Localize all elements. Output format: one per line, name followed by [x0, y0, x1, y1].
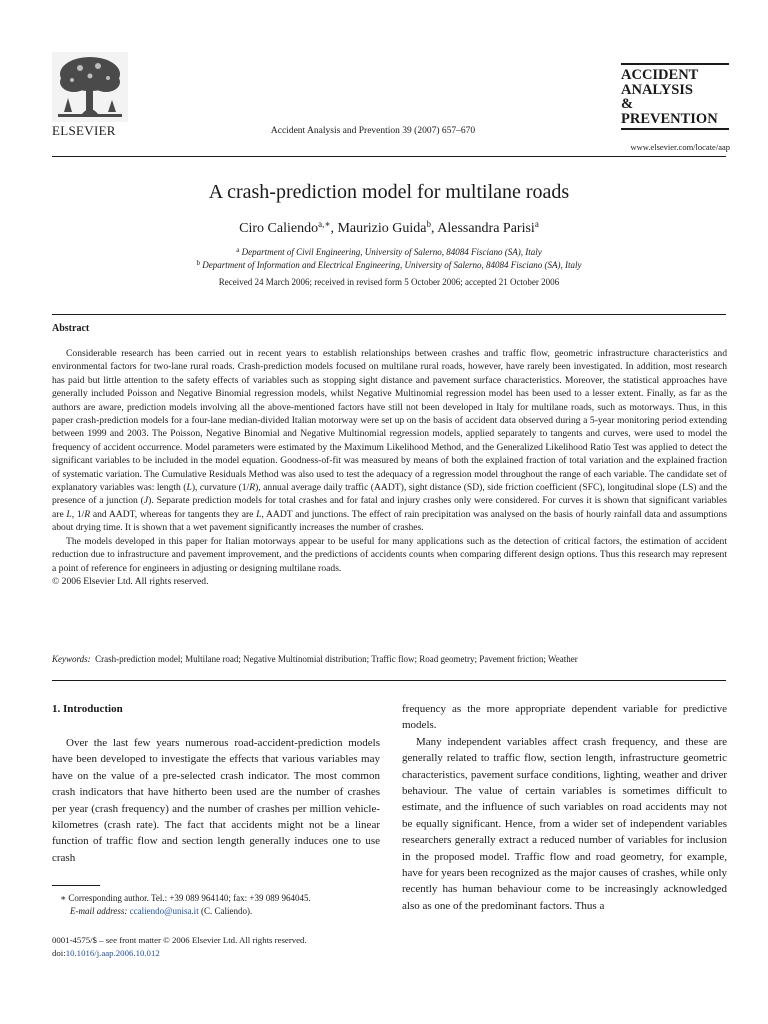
keywords-list: Crash-prediction model; Multilane road; Negative Multinomial distribution; Traffic flow; Road geometry; Pavement friction; Weather — [95, 654, 578, 664]
brand-line-4: PREVENTION — [621, 110, 718, 127]
variable: L — [256, 508, 262, 520]
keywords-rule — [52, 680, 726, 681]
variable: L — [186, 482, 192, 494]
abstract-paragraph — [52, 347, 727, 535]
affiliation — [52, 246, 726, 257]
brand-rule-top — [621, 63, 729, 65]
footnote — [52, 892, 380, 917]
brand-rule-bottom — [621, 128, 729, 130]
brand-line-1: ACCIDENT — [621, 67, 699, 83]
abstract-text: ), annual average daily traffic (AADT), sight distance (SD), side friction coefficient (SFC), longitudinal slope (LS) and the presence of a junction ( — [52, 482, 727, 507]
email-link[interactable]: ccaliendo@unisa.it — [129, 905, 199, 916]
journal-citation: Accident Analysis and Prevention 39 (2007) 657–670 — [270, 126, 476, 136]
abstract-body — [52, 347, 727, 588]
variable: L — [66, 508, 72, 520]
article-title: A crash-prediction model for multilane roads — [208, 181, 570, 203]
affiliation-sup: b — [196, 259, 201, 267]
right-column — [402, 701, 727, 914]
footnote-email-line — [52, 905, 380, 918]
email-label: E-mail address: — [70, 905, 128, 916]
abstract-text: , 1/ — [71, 508, 85, 520]
variable: J — [143, 495, 149, 507]
variable: R — [84, 508, 91, 520]
doi-line — [52, 947, 380, 960]
abstract-text: and AADT, whereas for tangents they are — [90, 508, 257, 520]
author-name: Alessandra Parisi — [437, 221, 535, 236]
author-name: Ciro Caliendo — [239, 221, 319, 236]
abstract-text: ). Separate prediction models for total crashes and for fatal and injury crashes only were considered. For curves it is shown that significant variables are — [52, 495, 727, 520]
affiliation-text: Department of Civil Engineering, University of Salerno, 84084 Fisciano (SA), Italy — [241, 247, 542, 257]
author-list: Ciro Caliendo$^{a,∗}$, Maurizio Guida$^b$, Alessandra Parisi$^a$ — [239, 219, 539, 236]
received-dates: Received 24 March 2006; received in revised form 5 October 2006; accepted 21 October 2006 — [218, 277, 560, 287]
keywords — [52, 654, 727, 664]
abstract-text: ), curvature (1/ — [191, 482, 250, 494]
body-paragraph: Over the last few years numerous road-accident-prediction models have been developed to investigate the effects that various variables may have on the value of a pre-selected crash indicator. The most common crash indicators that have hitherto been used are the number of crashes per year (crash frequency) and the number of crashes per million vehicle-kilometres (crash rate). The fact that accidents might not be a linear function of traffic flow and section length generally induces one to use crash — [52, 737, 380, 864]
footnote-marker: ∗ — [60, 893, 67, 903]
abstract-text: Considerable research has been carried out in recent years to establish relationships between crashes and traffic flow, geometric infrastructure characteristics and environmental factors for two-lane rural roads. Crash-prediction models focused on multilane rural roads, however, have rarely been investigated. In addition, most research has paid but little attention to the safety effects of variables such as stopping sight distance and pavement surface characteristics. Moreover, the statistical approaches have generally included Poisson and Negative Binomial regression models, whilst Negative Multinomial regression model has been used to a lesser extent. Finally, as far as the authors are aware, prediction models involving all the above-mentioned factors have still not been developed in Italy for multilane roads, such as motorways. Thus, in this paper crash-prediction models for a four-lane median-divided Italian motorway were set up on the basis of accident data observed during a 5-year monitoring period extending between 1999 and 2003. The Poisson, Negative Binomial and Negative Multinomial regression models, applied separately to tangents and curves, were used to model the frequency of accident occurrence. Model parameters were estimated by the Maximum Likelihood Method, and the Generalized Likelihood Ratio Test was applied to detect the significant variables to be included in the model equation. Goodness-of-fit was measured by means of both the explained fraction of total variation and the explained fraction of systematic variation. The Cumulative Residuals Method was also used to test the adequacy of a regression model throughout the range of each variable. The candidate set of explanatory variables was: length ( — [52, 348, 727, 494]
brand-line-2: ANALYSIS — [621, 81, 693, 98]
abstract-rule — [52, 314, 726, 315]
doi-prefix: doi: — [52, 947, 66, 958]
journal-url[interactable]: www.elsevier.com/locate/aap — [630, 142, 730, 152]
variable: R — [249, 482, 256, 494]
affiliation — [52, 259, 726, 270]
footnote-line — [52, 892, 380, 905]
doi-link[interactable]: 10.1016/j.aap.2006.10.012 — [65, 947, 160, 958]
elsevier-tree-logo — [52, 52, 128, 122]
keywords-label: Keywords: — [52, 654, 91, 664]
publisher-name: ELSEVIER — [52, 123, 116, 138]
section-heading: 1. Introduction — [52, 703, 123, 715]
footnote-rule — [52, 885, 100, 886]
author-sup[interactable]: a — [534, 219, 539, 229]
body-paragraph: Many independent variables affect crash frequency, and these are generally related to traffic flow, section length, infrastructure geometric characteristics, pavement surface conditions, lighting, weather and driver behaviour. The value of certain variables is sometimes difficult to estimate, and the influence of such variables on road accidents may not be equally significant. Hence, from a wider set of independent variables researchers generally extract a reduced number of variables for inclusion in the proposed model. Traffic flow and road geometry, for example, have for years been recognized as the major causes of crashes, while only recently has human behaviour come to be increasingly acknowledged also as one of the predominant factors. Thus a — [402, 735, 727, 912]
abstract-copyright: © 2006 Elsevier Ltd. All rights reserved. — [52, 575, 209, 587]
author-sup[interactable]: a,∗ — [318, 219, 331, 229]
author-sup[interactable]: b — [426, 219, 431, 229]
journal-brand — [621, 68, 731, 126]
left-column — [52, 735, 380, 866]
footnote-text: Corresponding author. Tel.: +39 089 964140; fax: +39 089 964045. — [68, 893, 311, 903]
affiliation-sup: a — [236, 246, 240, 254]
author-name: Maurizio Guida — [337, 221, 427, 236]
body-paragraph: frequency as the more appropriate dependent variable for predictive models. — [402, 703, 727, 732]
abstract-paragraph: The models developed in this paper for Italian motorways appear to be useful for many applications such as the detection of critical factors, the estimation of accident reduction due to infrastructure and pavement improvement, and the predictions of accidents counts when comparing different design options. Thus this research may represent a point of reference for engineers in adjusting or designing multilane roads. — [52, 535, 727, 574]
header-rule — [52, 156, 726, 157]
abstract-text: , AADT and junctions. The effect of rain precipitation was analysed on the basis of hourly rainfall data and assumptions about drying time. It is shown that a wet pavement significantly increases the number of crashes. — [52, 508, 727, 534]
email-suffix: (C. Caliendo). — [198, 905, 253, 916]
abstract-heading: Abstract — [52, 323, 90, 334]
affiliation-text: Department of Information and Electrical Engineering, University of Salerno, 84084 Fisciano (SA), Italy — [202, 260, 582, 270]
issn-line: 0001-4575/$ – see front matter © 2006 Elsevier Ltd. All rights reserved. — [52, 935, 307, 945]
brand-line-3: & — [621, 96, 634, 112]
front-matter — [52, 934, 380, 959]
